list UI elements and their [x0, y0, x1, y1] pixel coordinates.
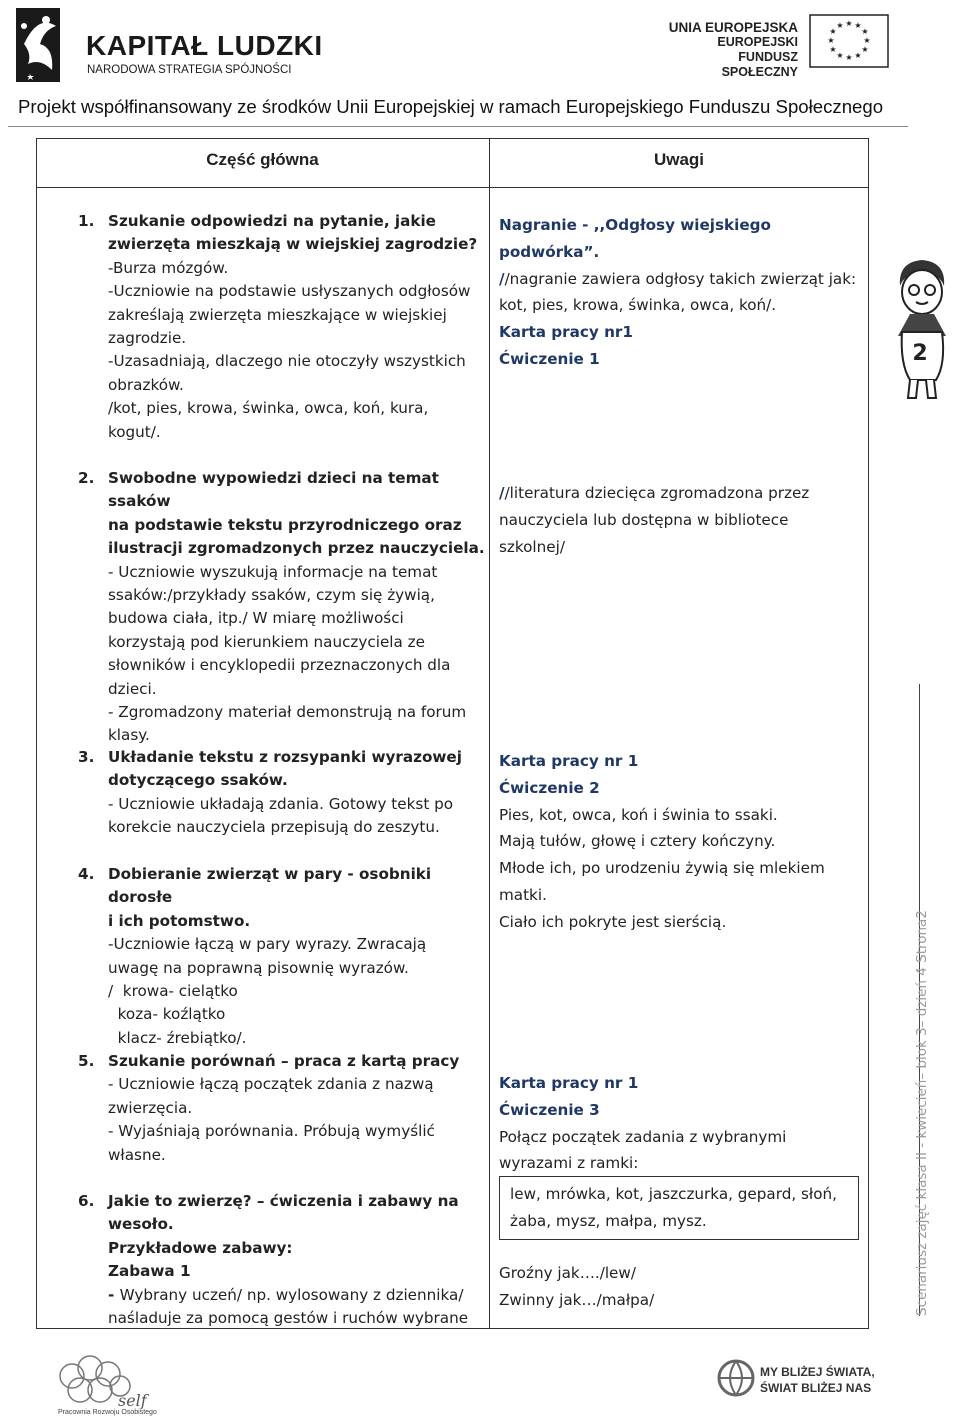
svg-text:★: ★ [854, 21, 862, 30]
step-title-line: ilustracji zgromadzonych przez nauczyciela. [108, 539, 485, 558]
eu-flag-icon [809, 14, 889, 68]
step-title-line: wesoło. [108, 1215, 174, 1234]
self-logo-word: self [118, 1391, 147, 1410]
kapital-ludzki-logo-icon [10, 4, 66, 84]
lesson-step-6 [78, 1190, 488, 1330]
note-worksheet: Karta pracy nr 1 [499, 1074, 639, 1092]
eu-label-line2: EUROPEJSKI [717, 35, 798, 49]
note-line: Połącz początek zadania z wybranymi [499, 1127, 787, 1146]
note-exercise: Ćwiczenie 2 [499, 778, 600, 797]
project-cofinancing-line [18, 96, 883, 118]
eu-label [660, 20, 798, 80]
note-line: kot, pies, krowa, świnka, owca, koń/. [499, 296, 777, 315]
note-slash: / [499, 269, 505, 288]
lesson-step-5 [78, 1050, 488, 1167]
self-logo-caption: Pracownia Rozwoju Osobistego [58, 1409, 157, 1416]
word-box-line: lew, mrówka, kot, jaszczurka, gepard, słoń, [510, 1185, 837, 1203]
step-number: 4. [78, 865, 95, 883]
step-body-line: - Wyjaśniają porównania. Próbują wymyślić [108, 1122, 435, 1141]
note-line: Zwinny jak…/małpa/ [499, 1290, 655, 1309]
note-worksheet: Karta pracy nr 1 [499, 752, 639, 770]
svg-text:★: ★ [836, 21, 844, 30]
project-line-part2: w ramach Europejskiego Funduszu Społecznego [474, 96, 884, 117]
step-body-line: - Uczniowie wyszukują informacje na temat [108, 562, 438, 581]
note-step-3 [499, 748, 869, 936]
step-body-line: /kot, pies, krowa, świnka, owca, koń, kura, [108, 399, 429, 418]
step-body-line: zwierzęcia. [108, 1098, 193, 1117]
svg-text:★: ★ [854, 51, 862, 60]
note-step-2 [499, 480, 869, 560]
note-text: /literatura dziecięca zgromadzona przez [504, 484, 810, 502]
logo-line: MY BLIŻEJ ŚWIATA, [760, 1365, 875, 1379]
step-number: 1. [78, 212, 95, 230]
step-body-line: obrazków. [108, 375, 184, 394]
svg-text:★: ★ [845, 53, 853, 62]
note-line: Młode ich, po urodzeniu żywią się mlekiem [499, 859, 825, 878]
column-divider [489, 138, 490, 1329]
note-slash: / [499, 484, 505, 502]
step-body-line: klasy. [108, 726, 150, 745]
note-line: matki. [499, 885, 547, 904]
self-logo-icon [50, 1346, 160, 1418]
header-divider [8, 126, 908, 127]
step-title-line: Jakie to zwierzę? – ćwiczenia i zabawy na [108, 1192, 459, 1210]
page-footer-vertical-text: Scenariusz zajęć klasa II - kwiecień– blok 3– dzień 4 Strona2 [914, 910, 930, 1316]
svg-text:★: ★ [861, 27, 869, 36]
project-line-part1: Projekt współfinansowany ze środków Unii Europejskiej [18, 96, 475, 117]
step-body-line: -Uzasadniają, dlaczego nie otoczyły wszystkich [108, 352, 466, 371]
step-body-line: słowników i encyklopedii przeznaczonych dla [108, 656, 451, 675]
note-recording-title: Nagranie - ,,Odgłosy wiejskiego podwórka”. [499, 216, 771, 261]
note-step-1 [499, 212, 869, 373]
step-body-text: Wybrany uczeń/ np. wylosowany z dziennika/ [119, 1285, 464, 1304]
lesson-step-1 [78, 210, 488, 444]
step-body-line: / krowa- cielątko [108, 982, 238, 1001]
note-line: Groźny jak…./lew/ [499, 1264, 636, 1282]
step-title-line: zwierzęta mieszkają w wiejskiej zagrodzie? [108, 235, 478, 254]
note-line: Mają tułów, głowę i cztery kończyny. [499, 832, 776, 851]
step-number: 2. [78, 469, 95, 487]
step-body-line: -Burza mózgów. [108, 258, 229, 277]
step-title-line: Szukanie odpowiedzi na pytanie, jakie [108, 212, 436, 230]
step-body-line: - Zgromadzony materiał demonstrują na forum [108, 703, 467, 722]
step-title-line: na podstawie tekstu przyrodniczego oraz [108, 515, 462, 534]
step-title-line: Przykładowe zabawy: [108, 1238, 293, 1257]
column-header-main: Część główna [206, 150, 319, 169]
step-body-line: korekcie nauczyciela przepisują do zeszytu. [108, 818, 440, 837]
step-body-line: zakreślają zwierzęta mieszkające w wiejskiej [108, 305, 447, 324]
step-body-line: -Uczniowie łączą w pary wyrazy. Zwracają [108, 935, 427, 954]
svg-text:★: ★ [836, 51, 844, 60]
logo-line: ŚWIAT BLIŻEJ NAS [760, 1381, 872, 1395]
step-number: 5. [78, 1052, 95, 1070]
lesson-step-4 [78, 863, 488, 1050]
badge-number: 2 [912, 341, 928, 366]
note-line: wyrazami z ramki: [499, 1154, 639, 1173]
svg-text:★: ★ [845, 19, 853, 28]
lesson-step-3 [78, 746, 488, 840]
note-examples [499, 1260, 869, 1314]
word-box-line: żaba, mysz, małpa, mysz. [510, 1211, 707, 1230]
step-title-line: Dobieranie zwierząt w pary - osobniki dorosłe [108, 865, 432, 907]
step-body-line: naśladuje za pomocą gestów i ruchów wybrane [108, 1309, 469, 1328]
svg-text:★: ★ [863, 36, 871, 45]
step-title-line: Swobodne wypowiedzi dzieci na temat ssaków [108, 469, 439, 511]
step-body-line: koza- koźlątko [108, 1005, 226, 1024]
step-body-line: -Uczniowie na podstawie usłyszanych odgłosów [108, 282, 471, 301]
column-header-notes: Uwagi [653, 150, 705, 169]
kapital-ludzki-subtitle: NARODOWA STRATEGIA SPÓJNOŚCI [87, 64, 292, 76]
step-title-line: Szukanie porównań – praca z kartą pracy [108, 1052, 460, 1070]
globe-logo-icon [716, 1358, 756, 1398]
svg-text:★: ★ [861, 45, 869, 54]
eu-label-line1: UNIA EUROPEJSKA [668, 20, 798, 35]
step-body-line: klacz- źrebiątko/. [108, 1028, 247, 1047]
step-number: 3. [78, 748, 95, 766]
step-title-line: dotyczącego ssaków. [108, 771, 288, 790]
lesson-step-2 [78, 467, 488, 748]
note-worksheet: Karta pracy nr1 [499, 323, 633, 342]
svg-text:★: ★ [829, 27, 837, 36]
note-line: nauczyciela lub dostępna w bibliotece [499, 510, 789, 529]
header-row-divider [36, 187, 869, 188]
step-body-line: uwagę na poprawną pisownię wyrazów. [108, 958, 409, 977]
note-step-5 [499, 1070, 869, 1177]
boy-mascot-icon [886, 256, 956, 406]
step-body-line: dzieci. [108, 679, 157, 698]
word-box [499, 1176, 859, 1240]
note-line: szkolnej/ [499, 537, 565, 556]
step-title-line: i ich potomstwo. [108, 911, 251, 930]
step-body-line: własne. [108, 1145, 166, 1164]
my-blizej-swiata-logo [760, 1364, 875, 1396]
step-body-line: - Uczniowie łączą początek zdania z nazwą [108, 1075, 434, 1094]
note-line [499, 480, 869, 507]
step-body-line: ssaków:/przykłady ssaków, czym się żywią, [108, 586, 435, 605]
note-line [499, 266, 869, 293]
step-number: 6. [78, 1192, 95, 1210]
note-exercise: Ćwiczenie 1 [499, 349, 600, 368]
step-body-prefix: - [108, 1285, 120, 1304]
svg-text:★: ★ [827, 36, 835, 45]
step-title-line: Układanie tekstu z rozsypanki wyrazowej [108, 748, 462, 766]
step-body-line: budowa ciała, itp./ W miarę możliwości [108, 609, 404, 628]
svg-text:★: ★ [829, 45, 837, 54]
step-body-line [78, 1284, 488, 1307]
note-exercise: Ćwiczenie 3 [499, 1100, 600, 1119]
eu-label-line3: FUNDUSZ SPOŁECZNY [721, 50, 798, 79]
step-body-line: - Uczniowie układają zdania. Gotowy tekst po [108, 794, 454, 813]
note-text: /nagranie zawiera odgłosy takich zwierząt jak: [504, 269, 857, 288]
step-body-line: zagrodzie. [108, 329, 187, 348]
kapital-ludzki-title: KAPITAŁ LUDZKI [86, 30, 323, 61]
step-body-line: kogut/. [108, 422, 161, 441]
note-line: Pies, kot, owca, koń i świnia to ssaki. [499, 805, 778, 824]
step-body-line: korzystają pod kierunkiem nauczyciela ze [108, 632, 425, 651]
step-title-line: Zabawa 1 [108, 1262, 191, 1281]
note-line: Ciało ich pokryte jest sierścią. [499, 912, 727, 931]
